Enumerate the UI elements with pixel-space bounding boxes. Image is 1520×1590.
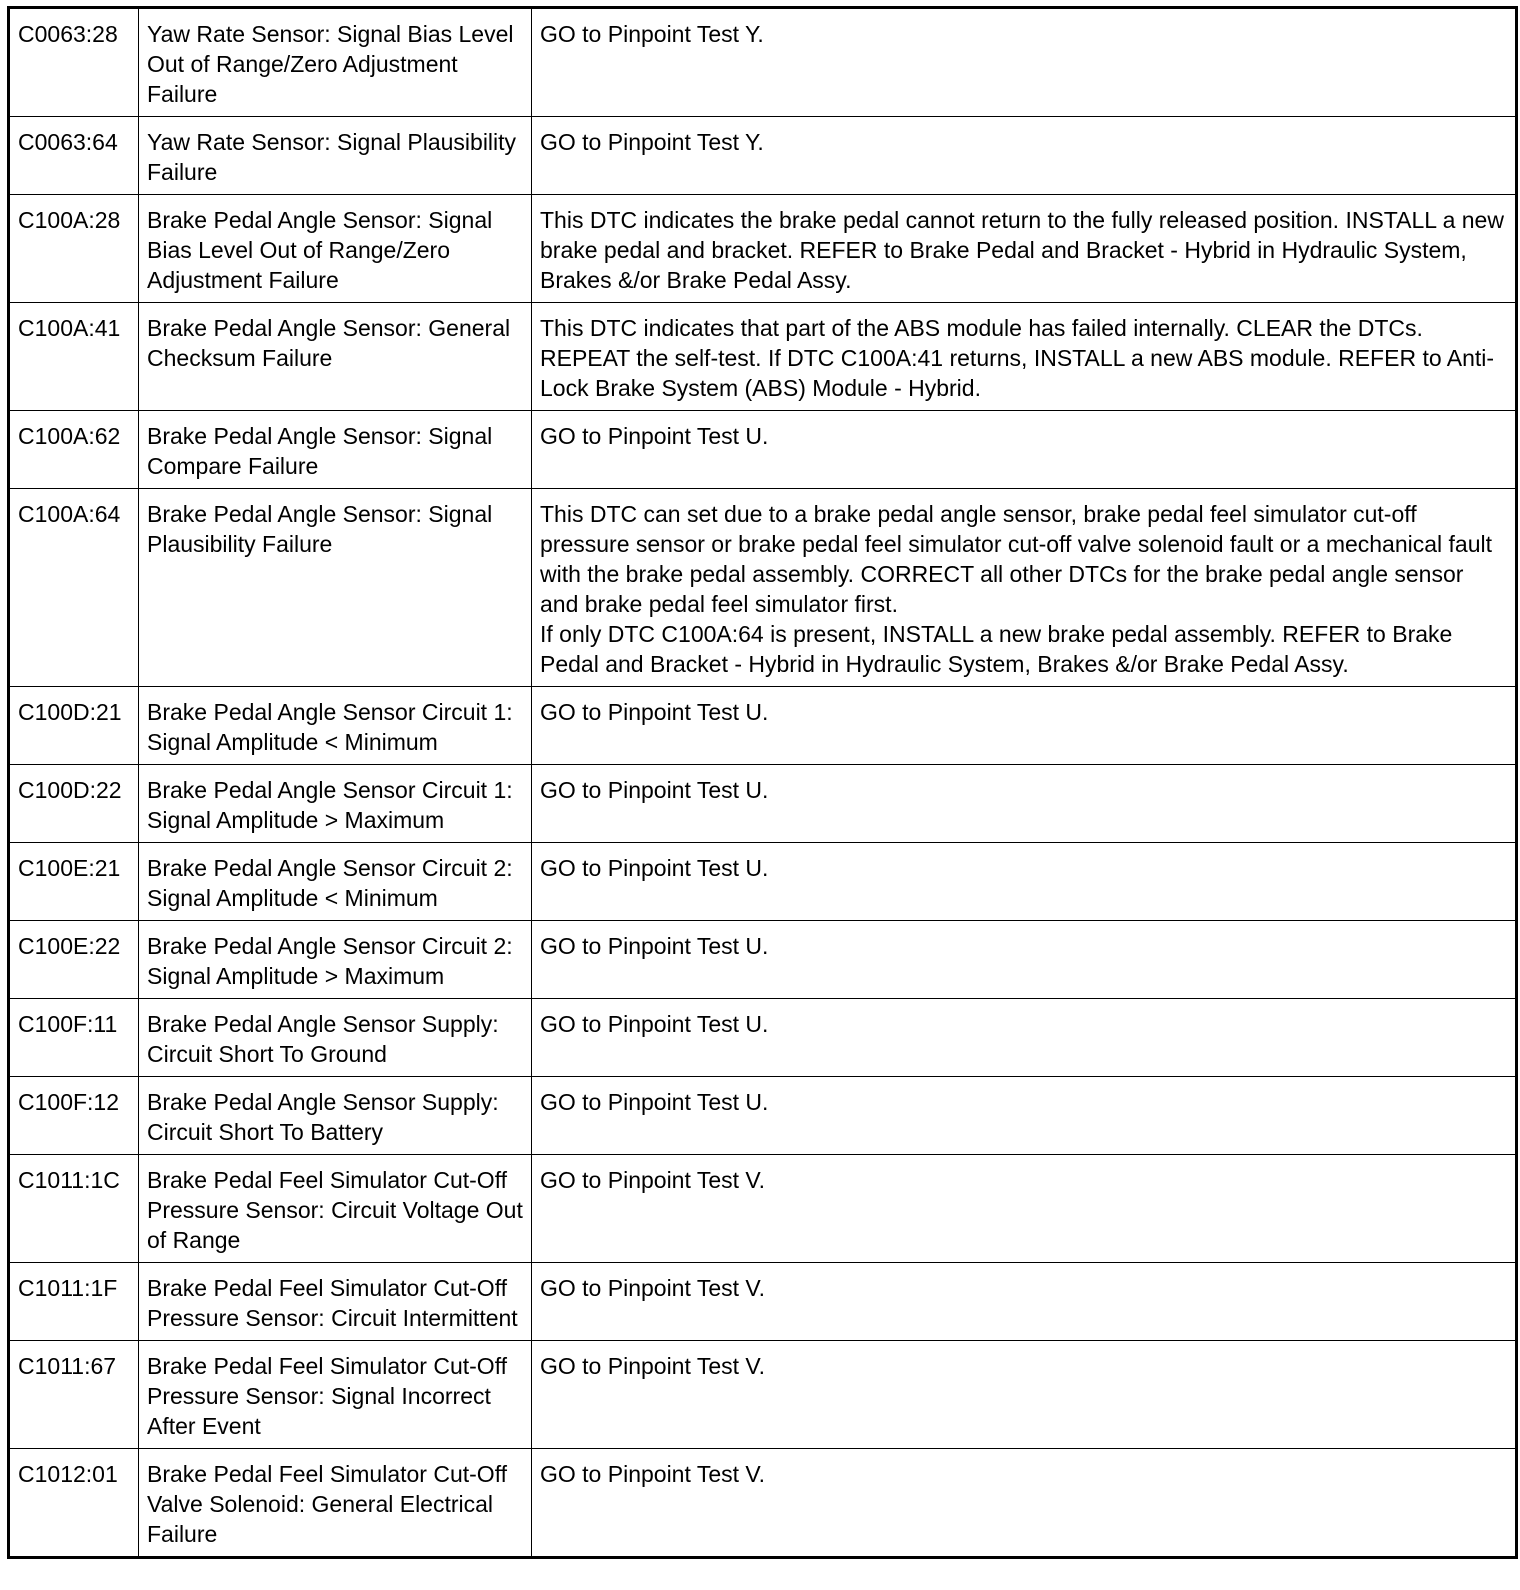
table-row	[9, 921, 1517, 999]
table-row	[9, 765, 1517, 843]
dtc-action-cell: GO to Pinpoint Test U.	[532, 765, 1517, 843]
table-row	[9, 8, 1517, 117]
dtc-description-cell: Brake Pedal Angle Sensor Supply: Circuit Short To Ground	[139, 999, 532, 1077]
dtc-code-cell: C1011:1C	[9, 1155, 139, 1263]
dtc-description-cell: Brake Pedal Angle Sensor Circuit 1: Signal Amplitude > Maximum	[139, 765, 532, 843]
dtc-code-cell: C100D:21	[9, 687, 139, 765]
dtc-description-cell: Brake Pedal Angle Sensor Supply: Circuit Short To Battery	[139, 1077, 532, 1155]
dtc-action-cell: This DTC indicates the brake pedal cannot return to the fully released position. INSTALL a new brake pedal and bracket. REFER to Brake Pedal and Bracket - Hybrid in Hydraulic System, Brakes &/or Brake Pedal Assy.	[532, 195, 1517, 303]
table-row	[9, 843, 1517, 921]
dtc-description-cell: Brake Pedal Angle Sensor Circuit 2: Signal Amplitude > Maximum	[139, 921, 532, 999]
dtc-description-cell: Brake Pedal Angle Sensor Circuit 1: Signal Amplitude < Minimum	[139, 687, 532, 765]
table-row	[9, 303, 1517, 411]
table-row	[9, 1077, 1517, 1155]
dtc-code-cell: C0063:28	[9, 8, 139, 117]
dtc-action-cell: GO to Pinpoint Test U.	[532, 411, 1517, 489]
dtc-code-cell: C100A:28	[9, 195, 139, 303]
dtc-description-cell: Yaw Rate Sensor: Signal Bias Level Out of Range/Zero Adjustment Failure	[139, 8, 532, 117]
dtc-code-cell: C100D:22	[9, 765, 139, 843]
dtc-action-cell: GO to Pinpoint Test U.	[532, 921, 1517, 999]
dtc-description-cell: Brake Pedal Feel Simulator Cut-Off Pressure Sensor: Circuit Voltage Out of Range	[139, 1155, 532, 1263]
dtc-code-cell: C100F:11	[9, 999, 139, 1077]
dtc-description-cell: Brake Pedal Feel Simulator Cut-Off Pressure Sensor: Circuit Intermittent	[139, 1263, 532, 1341]
dtc-action-cell: GO to Pinpoint Test U.	[532, 999, 1517, 1077]
dtc-table-body	[9, 8, 1517, 1558]
dtc-action-cell: GO to Pinpoint Test U.	[532, 843, 1517, 921]
table-row	[9, 1449, 1517, 1558]
table-row	[9, 411, 1517, 489]
dtc-table	[7, 6, 1518, 1559]
dtc-description-cell: Yaw Rate Sensor: Signal Plausibility Failure	[139, 117, 532, 195]
table-row	[9, 195, 1517, 303]
dtc-code-cell: C100E:22	[9, 921, 139, 999]
dtc-description-cell: Brake Pedal Angle Sensor: General Checksum Failure	[139, 303, 532, 411]
dtc-action-cell: GO to Pinpoint Test V.	[532, 1155, 1517, 1263]
dtc-action-cell: GO to Pinpoint Test U.	[532, 1077, 1517, 1155]
dtc-action-cell: This DTC indicates that part of the ABS module has failed internally. CLEAR the DTCs. REPEAT the self-test. If DTC C100A:41 returns, INSTALL a new ABS module. REFER to Anti-Lock Brake System (ABS) Module - Hybrid.	[532, 303, 1517, 411]
dtc-code-cell: C100A:62	[9, 411, 139, 489]
dtc-description-cell: Brake Pedal Angle Sensor: Signal Plausibility Failure	[139, 489, 532, 687]
dtc-action-cell: This DTC can set due to a brake pedal angle sensor, brake pedal feel simulator cut-off pressure sensor or brake pedal feel simulator cut-off valve solenoid fault or a mechanical fault with the brake pedal assembly. CORRECT all other DTCs for the brake pedal angle sensor and brake pedal feel simulator first. If only DTC C100A:64 is present, INSTALL a new brake pedal assembly. REFER to Brake Pedal and Bracket - Hybrid in Hydraulic System, Brakes &/or Brake Pedal Assy.	[532, 489, 1517, 687]
dtc-code-cell: C100A:64	[9, 489, 139, 687]
dtc-code-cell: C100A:41	[9, 303, 139, 411]
dtc-code-cell: C1012:01	[9, 1449, 139, 1558]
dtc-description-cell: Brake Pedal Angle Sensor: Signal Compare Failure	[139, 411, 532, 489]
dtc-action-cell: GO to Pinpoint Test Y.	[532, 8, 1517, 117]
table-row	[9, 1155, 1517, 1263]
dtc-action-cell: GO to Pinpoint Test Y.	[532, 117, 1517, 195]
table-row	[9, 489, 1517, 687]
dtc-code-cell: C1011:1F	[9, 1263, 139, 1341]
table-row	[9, 1263, 1517, 1341]
dtc-action-cell: GO to Pinpoint Test V.	[532, 1449, 1517, 1558]
dtc-description-cell: Brake Pedal Feel Simulator Cut-Off Valve Solenoid: General Electrical Failure	[139, 1449, 532, 1558]
dtc-action-cell: GO to Pinpoint Test V.	[532, 1341, 1517, 1449]
table-row	[9, 1341, 1517, 1449]
dtc-code-cell: C0063:64	[9, 117, 139, 195]
table-row	[9, 117, 1517, 195]
dtc-code-cell: C1011:67	[9, 1341, 139, 1449]
table-row	[9, 687, 1517, 765]
dtc-code-cell: C100E:21	[9, 843, 139, 921]
dtc-action-cell: GO to Pinpoint Test V.	[532, 1263, 1517, 1341]
dtc-action-cell: GO to Pinpoint Test U.	[532, 687, 1517, 765]
dtc-description-cell: Brake Pedal Angle Sensor Circuit 2: Signal Amplitude < Minimum	[139, 843, 532, 921]
dtc-code-cell: C100F:12	[9, 1077, 139, 1155]
table-row	[9, 999, 1517, 1077]
dtc-description-cell: Brake Pedal Feel Simulator Cut-Off Pressure Sensor: Signal Incorrect After Event	[139, 1341, 532, 1449]
dtc-description-cell: Brake Pedal Angle Sensor: Signal Bias Level Out of Range/Zero Adjustment Failure	[139, 195, 532, 303]
